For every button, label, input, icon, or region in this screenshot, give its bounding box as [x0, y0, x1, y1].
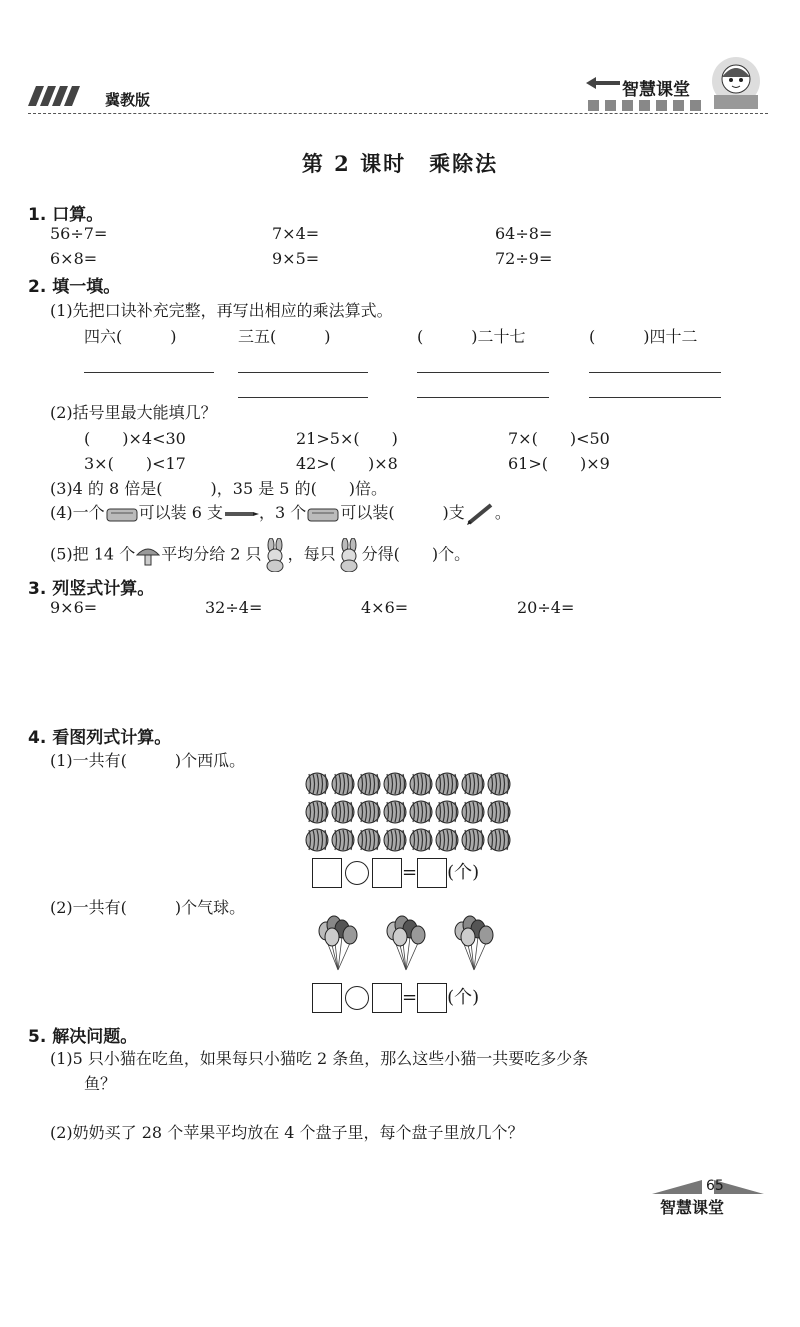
watermelon-grid-svg — [304, 770, 514, 854]
answer-line[interactable] — [417, 397, 549, 398]
q2-p5-part: (5)把 14 个 — [50, 544, 136, 564]
balloon-group — [312, 915, 512, 975]
arrow-icon — [586, 76, 620, 90]
equation-row — [312, 983, 479, 1013]
q3-item: 4×6= — [361, 598, 409, 617]
q5-p1-text: (1)5 只小猫在吃鱼，如果每只小猫吃 2 条鱼，那么这些小猫一共要吃多少条 — [50, 1049, 589, 1068]
answer-box[interactable] — [372, 858, 402, 888]
q2-p5-part: ，每只 — [287, 544, 336, 564]
q1-item: 7×4= — [272, 224, 320, 243]
q2-p4-part: 可以装 6 支 — [138, 503, 224, 522]
header-stripes-decoration — [28, 86, 88, 106]
watermelon-icon — [332, 829, 354, 851]
watermelon-icon — [332, 801, 354, 823]
q2-p1-item: ( )二十七 — [417, 327, 526, 346]
q2-p1-text: (1)先把口诀补充完整，再写出相应的乘法算式。 — [50, 301, 393, 320]
unit-label: (个) — [447, 987, 480, 1008]
q2-heading: 2. 填一填。 — [28, 277, 121, 297]
answer-line[interactable] — [417, 372, 549, 373]
answer-box[interactable] — [417, 983, 447, 1013]
watermelon-icon — [384, 801, 406, 823]
pen-icon — [465, 501, 495, 527]
watermelon-icon — [462, 801, 484, 823]
q2-p5-part: 平均分给 2 只 — [161, 544, 262, 564]
q4-p2-text: (2)一共有( )个气球。 — [50, 898, 246, 917]
operator-circle[interactable] — [345, 861, 369, 885]
q2-p2-item: 42>( )×8 — [296, 454, 398, 473]
answer-line[interactable] — [589, 397, 721, 398]
answer-box[interactable] — [417, 858, 447, 888]
q2-p4-part: ，3 个 — [259, 503, 307, 522]
q1-item: 72÷9= — [495, 249, 553, 268]
answer-box[interactable] — [372, 983, 402, 1013]
q2-p2-text: (2)括号里最大能填几？ — [50, 403, 217, 422]
q1-item: 9×5= — [272, 249, 320, 268]
answer-line[interactable] — [238, 397, 368, 398]
q1-item: 56÷7= — [50, 224, 108, 243]
q4-heading: 4. 看图列式计算。 — [28, 728, 172, 748]
watermelon-icon — [410, 801, 432, 823]
rabbit-icon — [262, 538, 288, 572]
unit-label: (个) — [447, 862, 480, 883]
balloon-bunch-icon — [455, 916, 493, 970]
q5-p1-text-cont: 鱼？ — [84, 1074, 117, 1093]
answer-line[interactable] — [84, 372, 214, 373]
watermelon-icon — [306, 801, 328, 823]
q2-p2-item: ( )×4<30 — [84, 429, 186, 448]
watermelon-icon — [358, 773, 380, 795]
watermelon-icon — [306, 773, 328, 795]
q2-p1-item: ( )四十二 — [589, 327, 698, 346]
balloon-group-svg — [312, 915, 512, 975]
q2-p2-item: 21>5×( ) — [296, 429, 398, 448]
q2-p5-line — [50, 538, 470, 572]
q2-p2-item: 61>( )×9 — [508, 454, 610, 473]
q2-p2-item: 3×( )<17 — [84, 454, 186, 473]
q3-item: 32÷4= — [205, 598, 263, 617]
q2-p4-part: 可以装( )支 — [340, 503, 465, 522]
mushroom-icon — [135, 543, 161, 567]
equation-row — [312, 858, 479, 888]
watermelon-icon — [332, 773, 354, 795]
girl-mascot-icon — [704, 55, 768, 113]
q2-p4-line — [50, 500, 511, 527]
watermelon-grid — [304, 770, 514, 854]
watermelon-icon — [384, 773, 406, 795]
answer-box[interactable] — [312, 983, 342, 1013]
q1-item: 64÷8= — [495, 224, 553, 243]
balloon-bunch-icon — [387, 916, 425, 970]
watermelon-icon — [436, 829, 458, 851]
watermelon-icon — [384, 829, 406, 851]
pen-icon — [223, 507, 259, 521]
q5-p2-text: (2)奶奶买了 28 个苹果平均放在 4 个盘子里，每个盘子里放几个？ — [50, 1123, 524, 1142]
pencil-case-icon — [306, 503, 340, 525]
watermelon-icon — [306, 829, 328, 851]
watermelon-icon — [436, 773, 458, 795]
answer-box[interactable] — [312, 858, 342, 888]
rabbit-icon — [336, 538, 362, 572]
watermelon-icon — [462, 773, 484, 795]
q5-heading: 5. 解决问题。 — [28, 1027, 138, 1047]
answer-line[interactable] — [238, 372, 368, 373]
q2-p4-part: (4)一个 — [50, 503, 105, 522]
watermelon-icon — [358, 801, 380, 823]
header-divider — [28, 113, 768, 114]
watermelon-icon — [488, 801, 510, 823]
watermelon-icon — [410, 829, 432, 851]
q1-item: 6×8= — [50, 249, 98, 268]
q2-p1-item: 三五( ) — [238, 327, 331, 346]
q3-item: 20÷4= — [517, 598, 575, 617]
watermelon-icon — [410, 773, 432, 795]
q2-p4-part: 。 — [494, 503, 511, 522]
watermelon-icon — [462, 829, 484, 851]
watermelon-icon — [436, 801, 458, 823]
equals-sign: = — [402, 862, 418, 883]
q3-item: 9×6= — [50, 598, 98, 617]
watermelon-icon — [358, 829, 380, 851]
q2-p5-part: 分得( )个。 — [361, 544, 471, 564]
q1-heading: 1. 口算。 — [28, 205, 104, 225]
q4-p1-text: (1)一共有( )个西瓜。 — [50, 751, 246, 770]
answer-line[interactable] — [589, 372, 721, 373]
watermelon-icon — [488, 829, 510, 851]
footer-brand: 智慧课堂 — [660, 1198, 725, 1217]
balloon-bunch-icon — [319, 916, 357, 970]
pencil-case-icon — [105, 503, 139, 525]
q2-p3-text: (3)4 的 8 倍是( )，35 是 5 的( )倍。 — [50, 479, 388, 498]
watermelon-icon — [488, 773, 510, 795]
q2-p2-item: 7×( )<50 — [508, 429, 610, 448]
equals-sign: = — [402, 987, 418, 1008]
page-title: 第 2 课时 乘除法 — [301, 151, 499, 176]
q2-p1-item: 四六( ) — [84, 327, 177, 346]
operator-circle[interactable] — [345, 986, 369, 1010]
page-number: 65 — [706, 1178, 724, 1194]
edition-label: 冀教版 — [105, 91, 151, 109]
brand-label: 智慧课堂 — [622, 80, 690, 100]
q3-heading: 3. 列竖式计算。 — [28, 579, 155, 599]
